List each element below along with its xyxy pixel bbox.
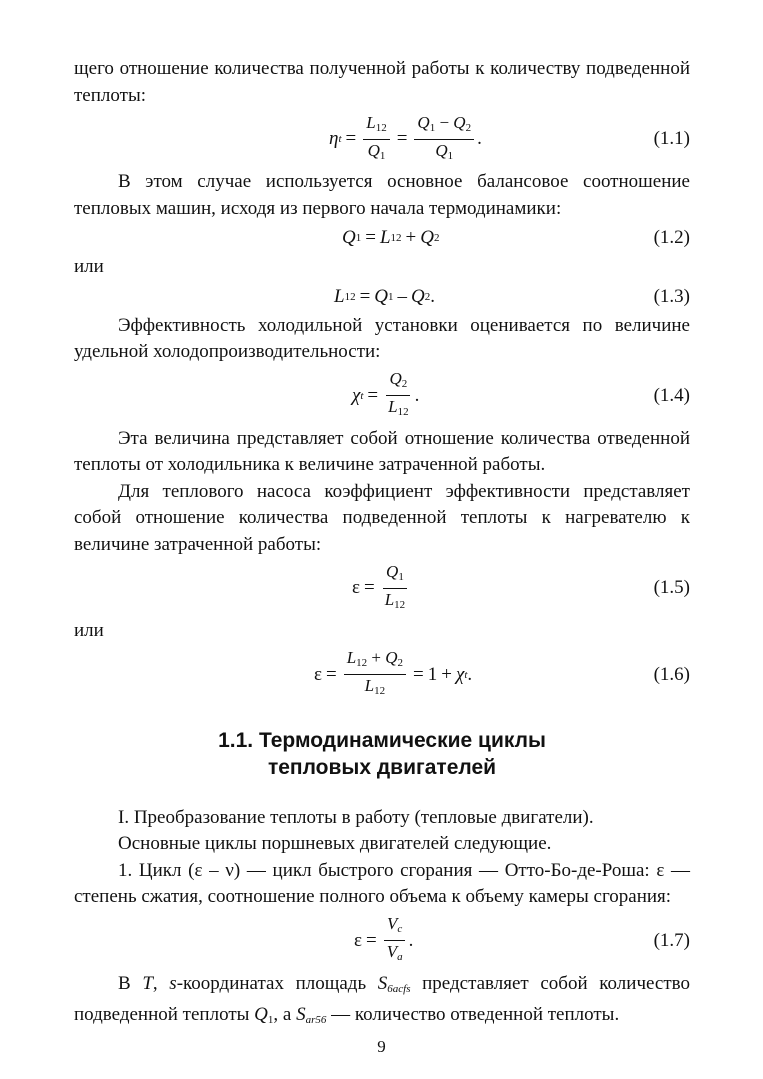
paragraph: I. Преобразование теплоты в работу (тепловые двигатели). xyxy=(118,806,594,828)
equation-number: (1.4) xyxy=(653,384,690,406)
paragraph: Основные циклы поршневых двигателей следующие. xyxy=(118,833,552,854)
equation-1-7: ε = $\frac{V_c}{V_a}$ . (1.7) xyxy=(74,911,690,971)
paragraph: Для теплового насоса коэффициент эффективности представляет собой отношение количества подведенной теплоты к нагревателю к величине затраченной работы: xyxy=(74,480,690,555)
equation-number: (1.2) xyxy=(653,227,690,248)
paragraph: Эта величина представляет собой отношение количества отведенной теплоты от холодильника к величине затраченной работы. xyxy=(74,427,690,475)
page-content xyxy=(74,56,690,1034)
paragraph: В T, s-координатах площадь $S_{6acfs}$ представляет собой количество подведенной теплоты $Q_1$, а $S_{ar56}$ — количество отведенной теплоты. xyxy=(74,972,690,1026)
equation-number: (1.5) xyxy=(653,577,690,598)
paragraph: или xyxy=(74,620,104,641)
equation-number: (1.1) xyxy=(653,128,690,149)
equation-number: (1.7) xyxy=(653,929,690,951)
equation-1-1: η t = $\frac{L_{12}}{Q_1}$ = $\frac{Q_1 - Q_2}{Q_1}$ . (1.1) xyxy=(74,109,690,169)
fraction: $\frac{L_{12} + Q_2}{L_{12}}$ xyxy=(344,648,406,701)
section-heading: 1.1. Термодинамические циклы тепловых двигателей xyxy=(218,728,546,779)
fraction: $\frac{L_{12}}{Q_1}$ xyxy=(363,113,389,166)
equation-1-6: ε = $\frac{L_{12} + Q_2}{L_{12}}$ = 1 + χ t . (1.6) xyxy=(74,645,690,705)
paragraph: Эффективность холодильной установки оценивается по величине удельной холодопроизводительности: xyxy=(74,314,690,362)
paragraph: щего отношение количества полученной работы к количеству подведенной теплоты: xyxy=(74,58,690,106)
equation-number: (1.6) xyxy=(653,663,690,685)
equation-1-2: Q 1 = L 12 + Q 2 (1.2) xyxy=(74,222,690,254)
equation-1-4: χ t = $\frac{Q_2}{L_{12}}$ . (1.4) xyxy=(74,366,690,426)
fraction: $\frac{Q_2}{L_{12}}$ xyxy=(388,369,409,418)
paragraph: 1. Цикл (ε – ν) — цикл быстрого сгорания — Отто-Бо-де-Роша: ε — степень сжатия, соотношение полного объема к объему камеры сгорания: xyxy=(74,859,690,907)
fraction: $\frac{Q_1}{L_{12}}$ xyxy=(384,561,406,611)
equation-1-3: L 12 = Q 1 – Q 2 . (1.3) xyxy=(74,281,690,313)
paragraph: или xyxy=(74,256,104,277)
equation-1-5: ε = $\frac{Q_1}{L_{12}}$ (1.5) xyxy=(74,558,690,618)
paragraph: В этом случае используется основное балансовое соотношение тепловых машин, исходя из первого начала термодинамики: xyxy=(74,171,690,219)
equation-number: (1.3) xyxy=(653,285,690,307)
fraction: $\frac{V_c}{V_a}$ xyxy=(384,914,406,967)
page-number: 9 xyxy=(377,1037,386,1056)
fraction: $\frac{Q_1 - Q_2}{Q_1}$ xyxy=(414,113,474,166)
